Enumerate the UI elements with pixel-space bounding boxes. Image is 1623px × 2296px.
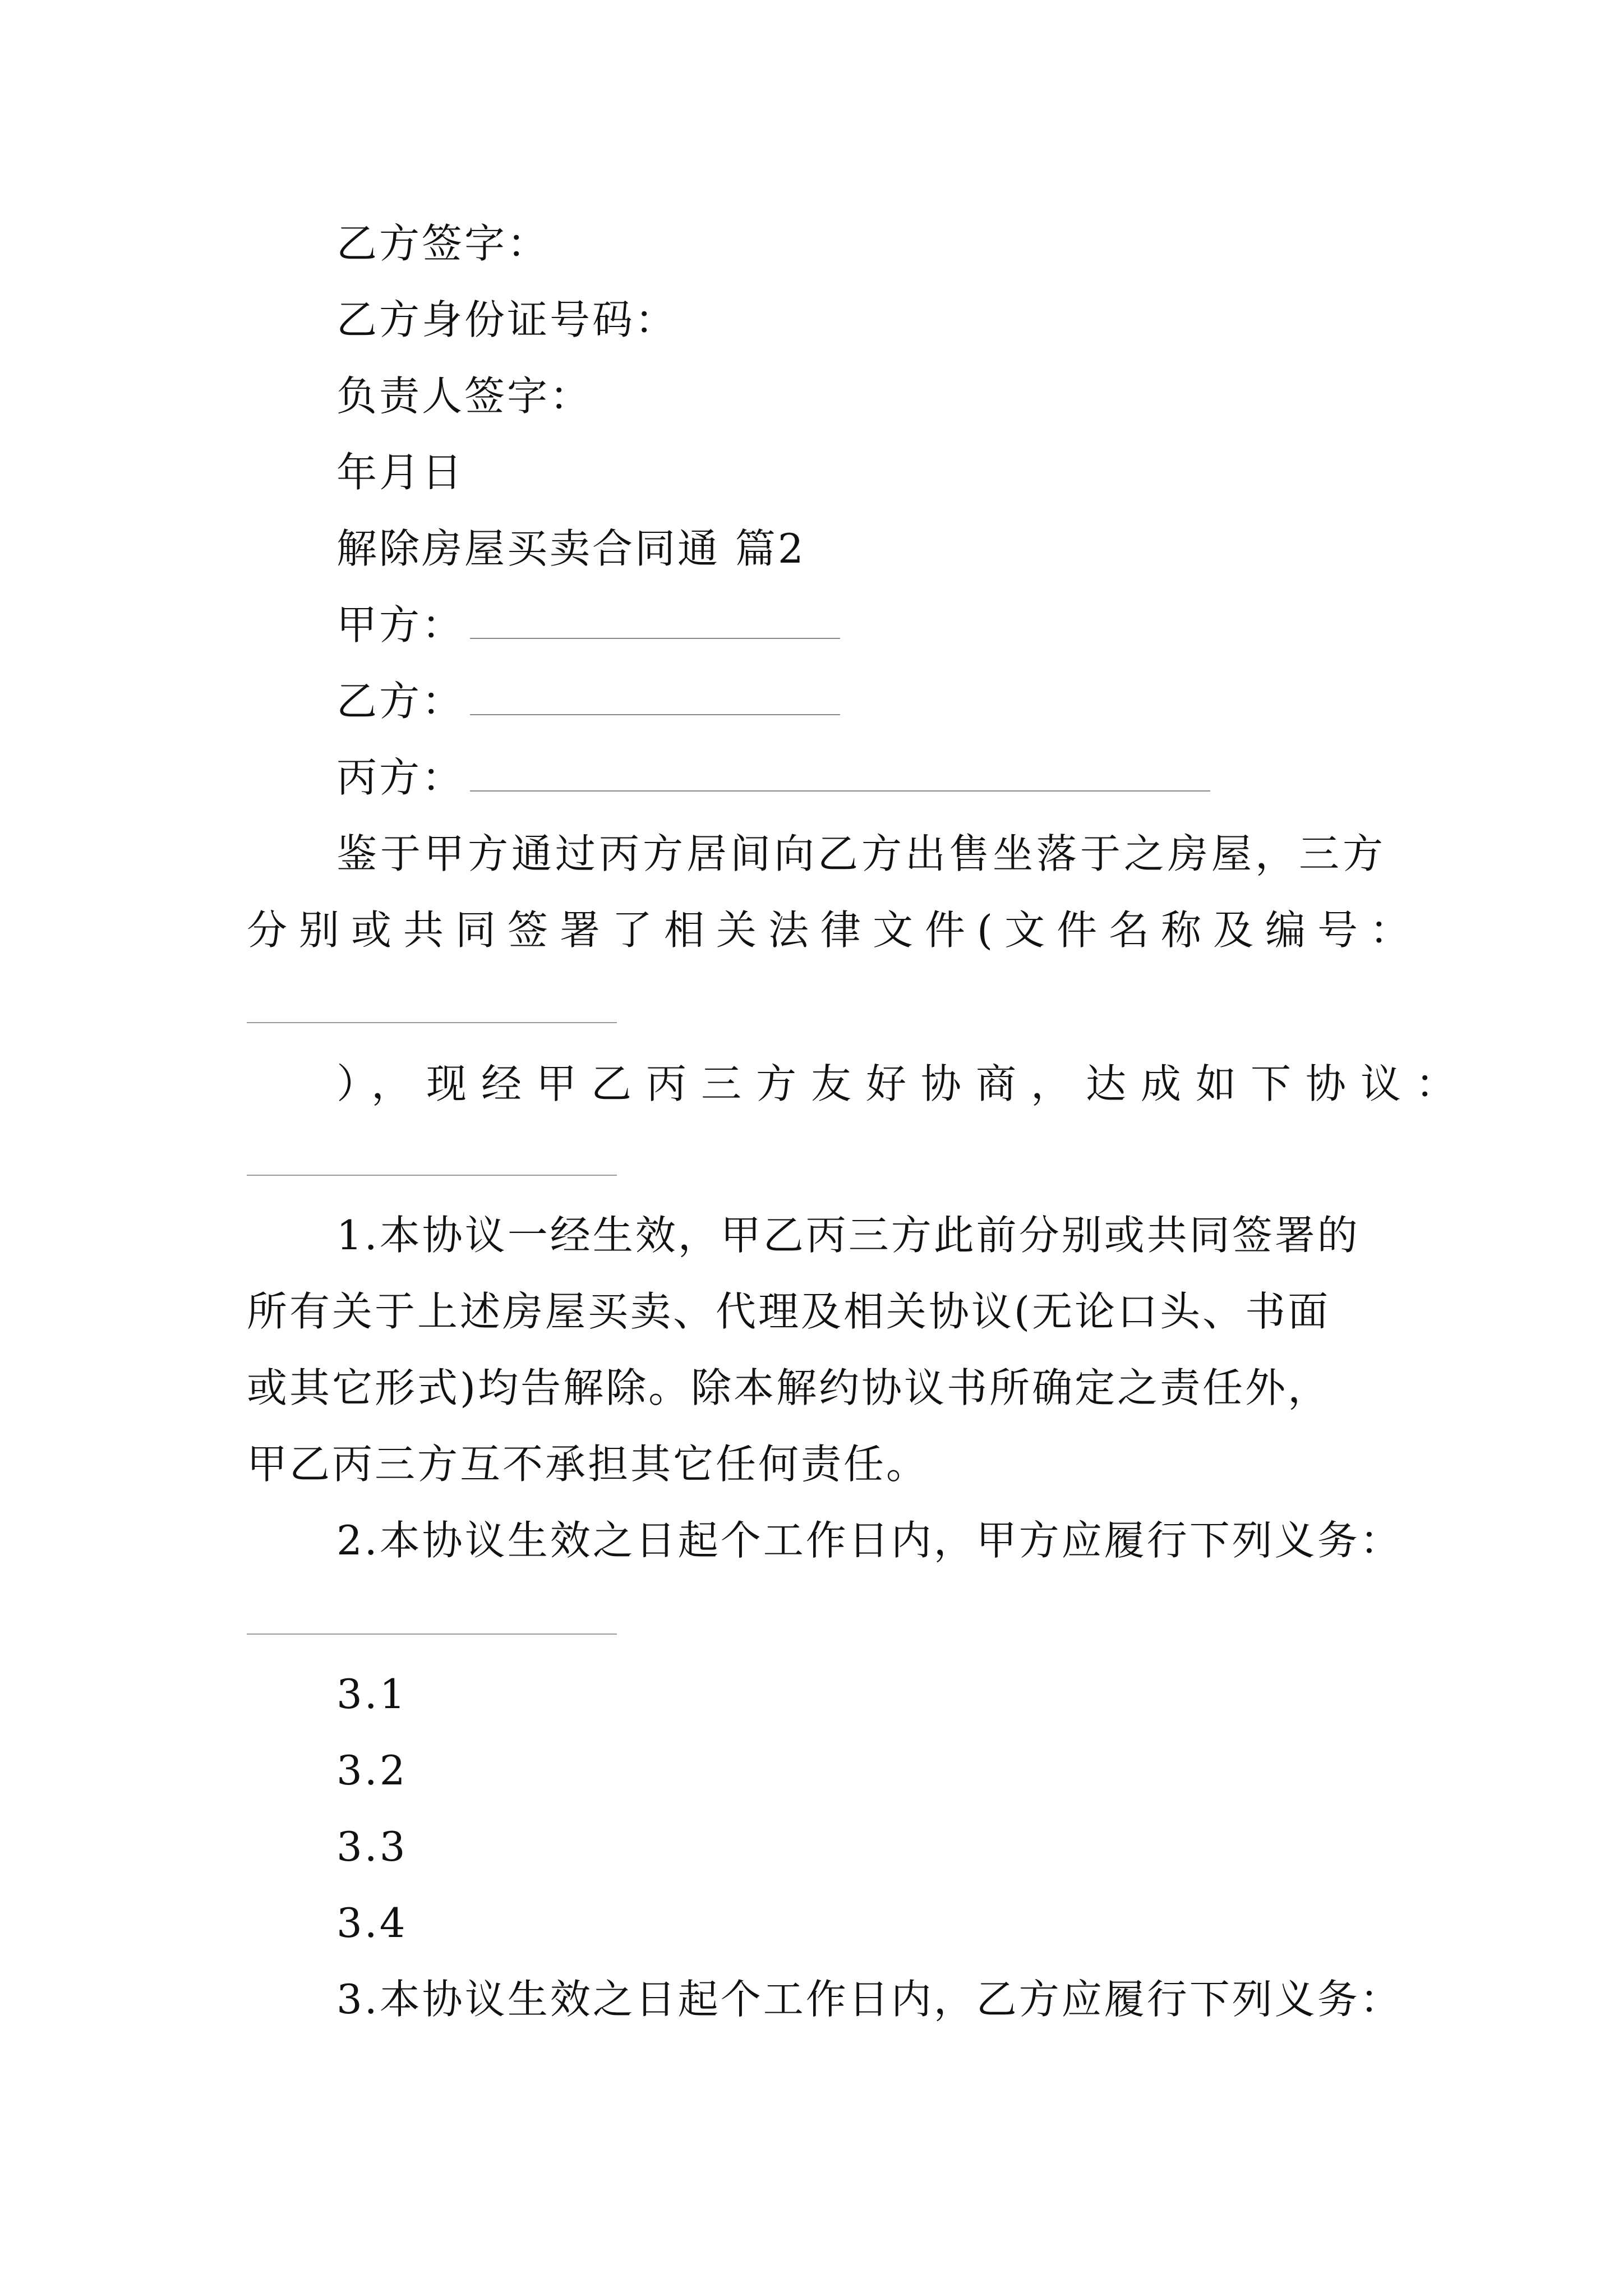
recital-line-2: 分别或共同签署了相关法律文件(文件名称及编号： xyxy=(247,907,1422,954)
recital-line-3: ），现经甲乙丙三方友好协商，达成如下协议： xyxy=(336,1060,1471,1107)
party-a-row xyxy=(336,597,840,653)
clause-1-line-2: 所有关于上述房屋买卖、代理及相关协议(无论口头、书面 xyxy=(247,1288,1331,1335)
party-b-id-number-label: 乙方身份证号码： xyxy=(336,296,678,343)
section-title: 解除房屋买卖合同通 篇2 xyxy=(336,525,806,572)
sub-item-3-2: 3.2 xyxy=(336,1747,408,1794)
responsible-person-signature-label: 负责人签字： xyxy=(336,372,593,420)
party-c-row xyxy=(336,749,1210,806)
clause-1-line-4: 甲乙丙三方互不承担其它任何责任。 xyxy=(247,1441,929,1488)
clause-2-blank xyxy=(247,1634,617,1635)
sub-item-3-1: 3.1 xyxy=(336,1671,408,1718)
party-b-blank xyxy=(470,680,840,715)
clause-2: 2.本协议生效之日起个工作日内，甲方应履行下列义务： xyxy=(336,1517,1403,1564)
party-c-blank xyxy=(470,757,1210,792)
sub-item-3-3: 3.3 xyxy=(336,1823,408,1870)
party-b-label: 乙方： xyxy=(336,678,465,725)
clause-1-line-3: 或其它形式)均告解除。除本解约协议书所确定之责任外， xyxy=(247,1364,1331,1411)
clause-1-line-1: 1.本协议一经生效，甲乙丙三方此前分别或共同签署的 xyxy=(336,1212,1360,1259)
party-a-label: 甲方： xyxy=(336,601,465,648)
party-b-signature-label: 乙方签字： xyxy=(336,220,550,267)
recital-blank-2 xyxy=(247,1175,617,1176)
party-c-label: 丙方： xyxy=(336,754,465,801)
recital-line-1: 鉴于甲方通过丙方居间向乙方出售坐落于之房屋，三方 xyxy=(336,830,1387,877)
date-label: 年月日 xyxy=(336,449,465,496)
sub-item-3-4: 3.4 xyxy=(336,1899,408,1947)
recital-blank-1 xyxy=(247,1022,617,1023)
clause-3: 3.本协议生效之日起个工作日内，乙方应履行下列义务： xyxy=(336,1976,1403,2023)
party-b-row xyxy=(336,673,840,729)
party-a-blank xyxy=(470,604,840,639)
